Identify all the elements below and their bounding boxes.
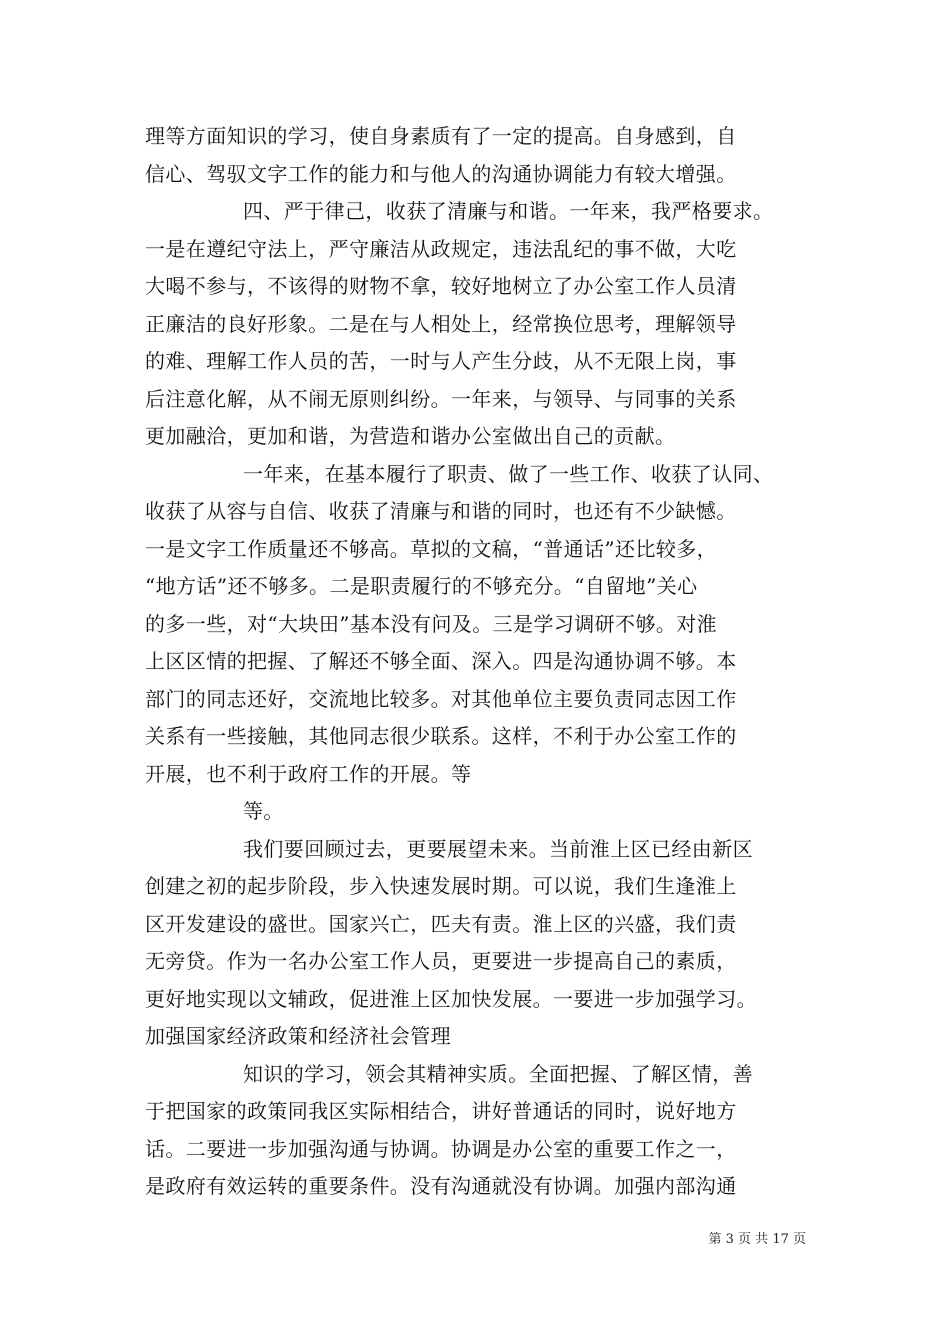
- text-line: 信心、驾驭文字工作的能力和与他人的沟通协调能力有较大增强。: [145, 161, 737, 186]
- text-line: 上区区情的把握、了解还不够全面、深入。四是沟通协调不够。本: [145, 649, 737, 673]
- paragraph: [145, 456, 815, 794]
- text-line: 知识的学习，领会其精神实质。全面把握、了解区情，善: [243, 1061, 753, 1086]
- text-line: 后注意化解，从不闹无原则纠纷。一年来，与领导、与同事的关系: [145, 386, 737, 411]
- text-line: 更好地实现以文辅政，促进淮上区加快发展。一要进一步加强学习。: [145, 986, 757, 1011]
- text-line: 区开发建设的盛世。国家兴亡，匹夫有责。淮上区的兴盛，我们责: [145, 911, 737, 936]
- text-line: 正廉洁的良好形象。二是在与人相处上，经常换位思考，理解领导: [145, 311, 737, 336]
- text-line: 于把国家的政策同我区实际相结合，讲好普通话的同时，说好地方: [145, 1099, 737, 1123]
- text-line: 一是在遵纪守法上，严守廉洁从政规定，违法乱纪的事不做，大吃: [145, 236, 737, 261]
- page-number-footer: 第 3 页 共 17 页: [708, 1232, 806, 1247]
- document-body: [145, 118, 815, 1206]
- text-line: 四、严于律己，收获了清廉与和谐。一年来，我严格要求。: [243, 199, 774, 223]
- text-line: 话。二要进一步加强沟通与协调。协调是办公室的重要工作之一，: [145, 1136, 737, 1161]
- text-line: 部门的同志还好，交流地比较多。对其他单位主要负责同志因工作: [145, 686, 737, 711]
- text-line: 无旁贷。作为一名办公室工作人员，更要进一步提高自己的素质，: [145, 949, 737, 973]
- text-line: 大喝不参与，不该得的财物不拿，较好地树立了办公室工作人员清: [145, 274, 737, 298]
- paragraph: [145, 831, 815, 1056]
- paragraph: [145, 118, 815, 193]
- text-line: 收获了从容与自信、收获了清廉与和谐的同时，也还有不少缺憾。: [145, 499, 737, 523]
- text-line: 更加融洽，更加和谐，为营造和谐办公室做出自己的贡献。: [145, 424, 676, 448]
- paragraph: [145, 793, 815, 831]
- paragraph: [145, 1056, 815, 1206]
- text-line: 是政府有效运转的重要条件。没有沟通就没有协调。加强内部沟通: [145, 1174, 737, 1198]
- text-line: 的多一些，对“大块田”基本没有问及。三是学习调研不够。对淮: [145, 611, 718, 636]
- text-line: 一年来，在基本履行了职责、做了一些工作、收获了认同、: [243, 461, 774, 486]
- paragraph: [145, 193, 815, 456]
- text-line: 创建之初的起步阶段，步入快速发展时期。可以说，我们生逢淮上: [145, 874, 737, 898]
- text-line: 开展，也不利于政府工作的开展。等: [145, 761, 472, 786]
- text-line: 关系有一些接触，其他同志很少联系。这样，不利于办公室工作的: [145, 724, 737, 748]
- text-line: 一是文字工作质量还不够高。草拟的文稿，“普通话”还比较多，: [145, 536, 718, 561]
- text-line: “地方话”还不够多。二是职责履行的不够充分。“自留地”关心: [145, 574, 698, 598]
- text-line: 我们要回顾过去，更要展望未来。当前淮上区已经由新区: [243, 836, 753, 861]
- text-line: 加强国家经济政策和经济社会管理: [145, 1024, 451, 1048]
- text-line: 等。: [243, 799, 284, 823]
- text-line: 理等方面知识的学习，使自身素质有了一定的提高。自身感到，自: [145, 124, 737, 148]
- text-line: 的难、理解工作人员的苦，一时与人产生分歧，从不无限上岗，事: [145, 349, 737, 373]
